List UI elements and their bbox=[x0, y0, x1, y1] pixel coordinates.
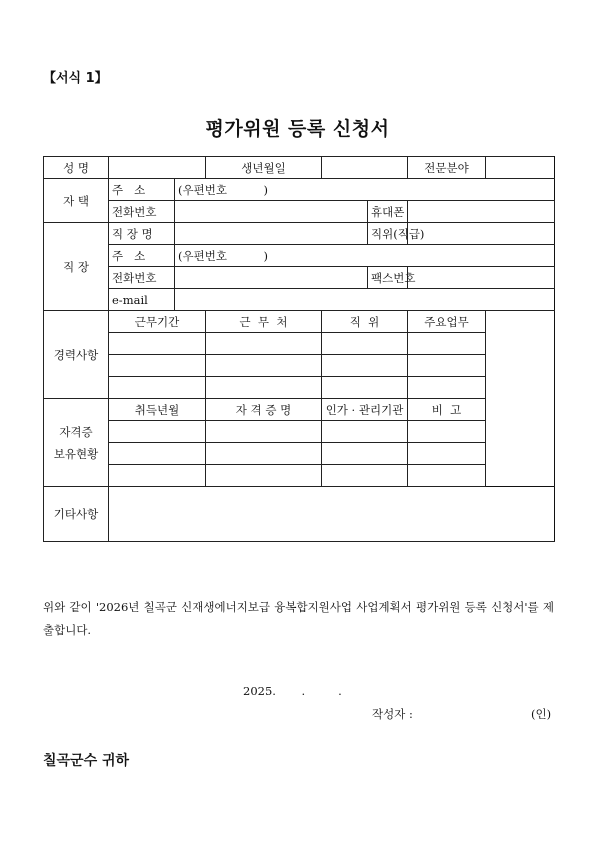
career-header-period: 근무기간 bbox=[109, 311, 206, 333]
career-cell[interactable] bbox=[408, 377, 486, 399]
birth-field[interactable] bbox=[322, 157, 408, 179]
personal-row-1 bbox=[44, 157, 555, 179]
qual-cell[interactable] bbox=[206, 443, 322, 465]
career-header-workplace: 근 무 처 bbox=[206, 311, 322, 333]
career-cell[interactable] bbox=[322, 377, 408, 399]
personal-row-3 bbox=[44, 201, 555, 223]
qual-cell[interactable] bbox=[206, 421, 322, 443]
fax-field[interactable] bbox=[408, 267, 555, 289]
career-label: 경력사항 bbox=[44, 311, 109, 399]
qual-row bbox=[44, 465, 555, 487]
career-cell[interactable] bbox=[322, 355, 408, 377]
career-cell[interactable] bbox=[322, 333, 408, 355]
qual-cell[interactable] bbox=[408, 443, 486, 465]
qual-cell[interactable] bbox=[206, 465, 322, 487]
work-row-3 bbox=[44, 267, 555, 289]
work-phone-label: 전화번호 bbox=[109, 267, 175, 289]
qual-cell[interactable] bbox=[408, 421, 486, 443]
qual-cell[interactable] bbox=[109, 465, 206, 487]
work-row-1 bbox=[44, 223, 555, 245]
work-label: 직 장 bbox=[44, 223, 109, 311]
career-cell[interactable] bbox=[109, 333, 206, 355]
career-header-position: 직 위 bbox=[322, 311, 408, 333]
field-label: 전문분야 bbox=[408, 157, 486, 179]
qual-cell[interactable] bbox=[109, 421, 206, 443]
addressee: 칠곡군수 귀하 bbox=[43, 753, 130, 769]
writer-label: 작성자 : bbox=[372, 707, 413, 721]
name-field[interactable] bbox=[109, 157, 206, 179]
qual-label bbox=[44, 399, 109, 487]
work-address-label: 주 소 bbox=[109, 245, 175, 267]
qual-cell[interactable] bbox=[322, 443, 408, 465]
qual-header-date: 취득년월 bbox=[109, 399, 206, 421]
name-label: 성 명 bbox=[44, 157, 109, 179]
company-name-field[interactable] bbox=[175, 223, 368, 245]
career-cell[interactable] bbox=[206, 355, 322, 377]
email-label: e-mail bbox=[109, 289, 175, 311]
home-address-label: 주 소 bbox=[109, 179, 175, 201]
career-cell[interactable] bbox=[109, 355, 206, 377]
qual-header-remarks: 비 고 bbox=[408, 399, 486, 421]
home-phone-field[interactable] bbox=[175, 201, 368, 223]
company-name-label: 직 장 명 bbox=[109, 223, 175, 245]
page-title: 평가위원 등록 신청서 bbox=[205, 118, 390, 140]
career-cell[interactable] bbox=[206, 377, 322, 399]
qual-header-name: 자 격 증 명 bbox=[206, 399, 322, 421]
home-address-field[interactable]: (우편번호 ) bbox=[175, 179, 555, 201]
career-row bbox=[44, 377, 555, 399]
career-cell[interactable] bbox=[408, 333, 486, 355]
qual-label-line1: 자격증 bbox=[59, 424, 93, 439]
work-row-2 bbox=[44, 245, 555, 267]
career-row bbox=[44, 333, 555, 355]
qual-cell[interactable] bbox=[408, 465, 486, 487]
career-header-row bbox=[44, 311, 555, 333]
mobile-field[interactable] bbox=[408, 201, 555, 223]
work-row-4 bbox=[44, 289, 555, 311]
career-header-duties: 주요업무 bbox=[408, 311, 486, 333]
work-phone-field[interactable] bbox=[175, 267, 368, 289]
field-field[interactable] bbox=[486, 157, 555, 179]
other-field[interactable] bbox=[109, 487, 555, 542]
qual-cell[interactable] bbox=[322, 421, 408, 443]
qual-row bbox=[44, 443, 555, 465]
submission-date: 2025. . . bbox=[243, 684, 342, 698]
statement: 위와 같이 '2026년 칠곡군 신재생에너지보급 융복합지원사업 사업계획서 평가위원 등록 신청서'를 제출합니다. bbox=[43, 600, 554, 637]
career-cell[interactable] bbox=[109, 377, 206, 399]
job-position-label: 직위(직급) bbox=[368, 223, 408, 245]
job-position-field[interactable] bbox=[408, 223, 555, 245]
career-cell[interactable] bbox=[408, 355, 486, 377]
qual-header-agency: 인가 · 관리기관 bbox=[322, 399, 408, 421]
qual-label-line2: 보유현황 bbox=[53, 446, 99, 461]
qual-header-row bbox=[44, 399, 555, 421]
registration-table bbox=[43, 156, 555, 542]
qual-row bbox=[44, 421, 555, 443]
home-phone-label: 전화번호 bbox=[109, 201, 175, 223]
work-address-field[interactable]: (우편번호 ) bbox=[175, 245, 555, 267]
birth-label: 생년월일 bbox=[206, 157, 322, 179]
other-row bbox=[44, 487, 555, 542]
mobile-label: 휴대폰 bbox=[368, 201, 408, 223]
fax-label: 팩스번호 bbox=[368, 267, 408, 289]
qual-cell[interactable] bbox=[109, 443, 206, 465]
home-label: 자 택 bbox=[44, 179, 109, 223]
career-row bbox=[44, 355, 555, 377]
career-cell[interactable] bbox=[206, 333, 322, 355]
other-label: 기타사항 bbox=[44, 487, 109, 542]
email-field[interactable] bbox=[175, 289, 555, 311]
personal-row-2 bbox=[44, 179, 555, 201]
seal-mark: (인) bbox=[531, 707, 552, 721]
qual-cell[interactable] bbox=[322, 465, 408, 487]
form-label: 【서식 1】 bbox=[43, 71, 108, 86]
